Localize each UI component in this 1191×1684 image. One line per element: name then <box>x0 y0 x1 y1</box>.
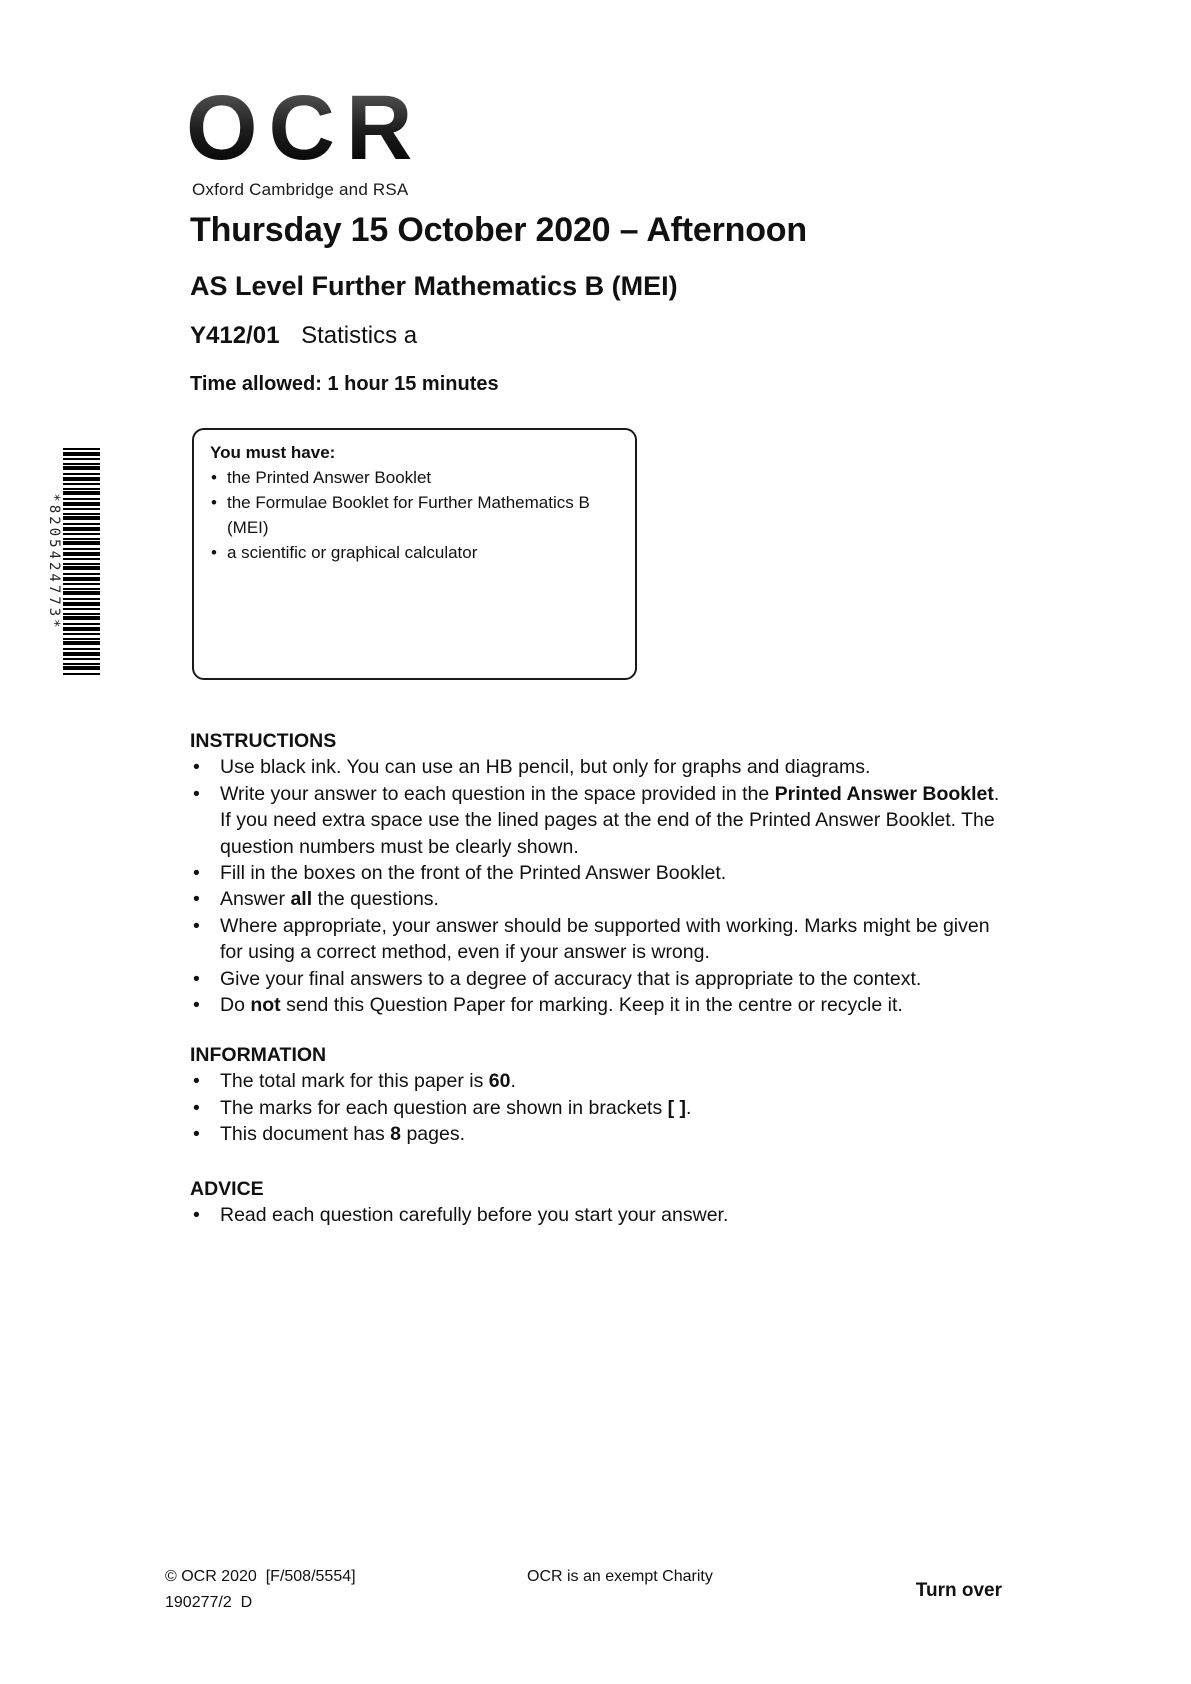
section-advice-list <box>190 1202 1008 1228</box>
ocr-logo <box>186 77 424 200</box>
list-item: • a scientific or graphical calculator <box>210 540 619 565</box>
bullet-item: • Read each question carefully before you start your answer. <box>190 1202 1008 1228</box>
turn-over-label: Turn over <box>915 1580 1002 1601</box>
barcode-number: *8205424773* <box>46 493 62 631</box>
ocr-logo-text: OCR <box>186 77 424 179</box>
bullet-item: • The total mark for this paper is 60. <box>190 1068 1008 1094</box>
paper-name: Statistics a <box>301 322 418 349</box>
section-instructions <box>190 728 1008 1018</box>
section-information <box>190 1042 1008 1148</box>
barcode-bars-image <box>63 448 100 676</box>
bullet-item: • Use black ink. You can use an HB pencil, but only for graphs and diagrams. <box>190 754 1008 780</box>
paper-subtitle: AS Level Further Mathematics B (MEI) <box>190 271 678 301</box>
bullet-item: • Do not send this Question Paper for marking. Keep it in the centre or recycle it. <box>190 992 1008 1018</box>
must-have-list <box>210 465 619 565</box>
bullet-item: • Where appropriate, your answer should be supported with working. Marks might be given for using a correct method, even if your answer is wrong. <box>190 913 1008 966</box>
section-instructions-heading: INSTRUCTIONS <box>190 730 337 752</box>
bullet-item: • Write your answer to each question in the space provided in the Printed Answer Booklet. If you need extra space use the lined pages at the end of the Printed Answer Booklet. The question numbers must be clearly shown. <box>190 781 1008 860</box>
footer-reference: 190277/2 D <box>165 1594 253 1611</box>
paper-code: Y412/01 <box>190 322 280 349</box>
list-item: • the Printed Answer Booklet <box>210 465 619 490</box>
list-item: • the Formulae Booklet for Further Mathematics B (MEI) <box>210 490 619 540</box>
bullet-item: • Fill in the boxes on the front of the Printed Answer Booklet. <box>190 860 1008 886</box>
bullet-item: • This document has 8 pages. <box>190 1121 1008 1147</box>
section-information-list <box>190 1068 1008 1147</box>
time-allowed: Time allowed: 1 hour 15 minutes <box>190 373 499 395</box>
page-title: Thursday 15 October 2020 – Afternoon <box>190 211 807 249</box>
bullet-item: • The marks for each question are shown in brackets [ ]. <box>190 1095 1008 1121</box>
must-have-heading: You must have: <box>210 443 336 462</box>
section-advice-heading: ADVICE <box>190 1178 264 1200</box>
paper-line <box>190 322 417 350</box>
section-instructions-list <box>190 754 1008 1018</box>
ocr-logo-tagline: Oxford Cambridge and RSA <box>192 180 409 199</box>
section-advice <box>190 1176 1008 1229</box>
barcode <box>44 448 100 676</box>
footer-copyright: © OCR 2020 [F/508/5554] <box>165 1568 356 1585</box>
barcode-inner <box>44 448 100 676</box>
footer-charity-note: OCR is an exempt Charity <box>527 1568 713 1585</box>
bullet-item: • Answer all the questions. <box>190 886 1008 912</box>
section-information-heading: INFORMATION <box>190 1044 327 1066</box>
must-have-box <box>192 428 637 680</box>
bullet-item: • Give your final answers to a degree of accuracy that is appropriate to the context. <box>190 966 1008 992</box>
